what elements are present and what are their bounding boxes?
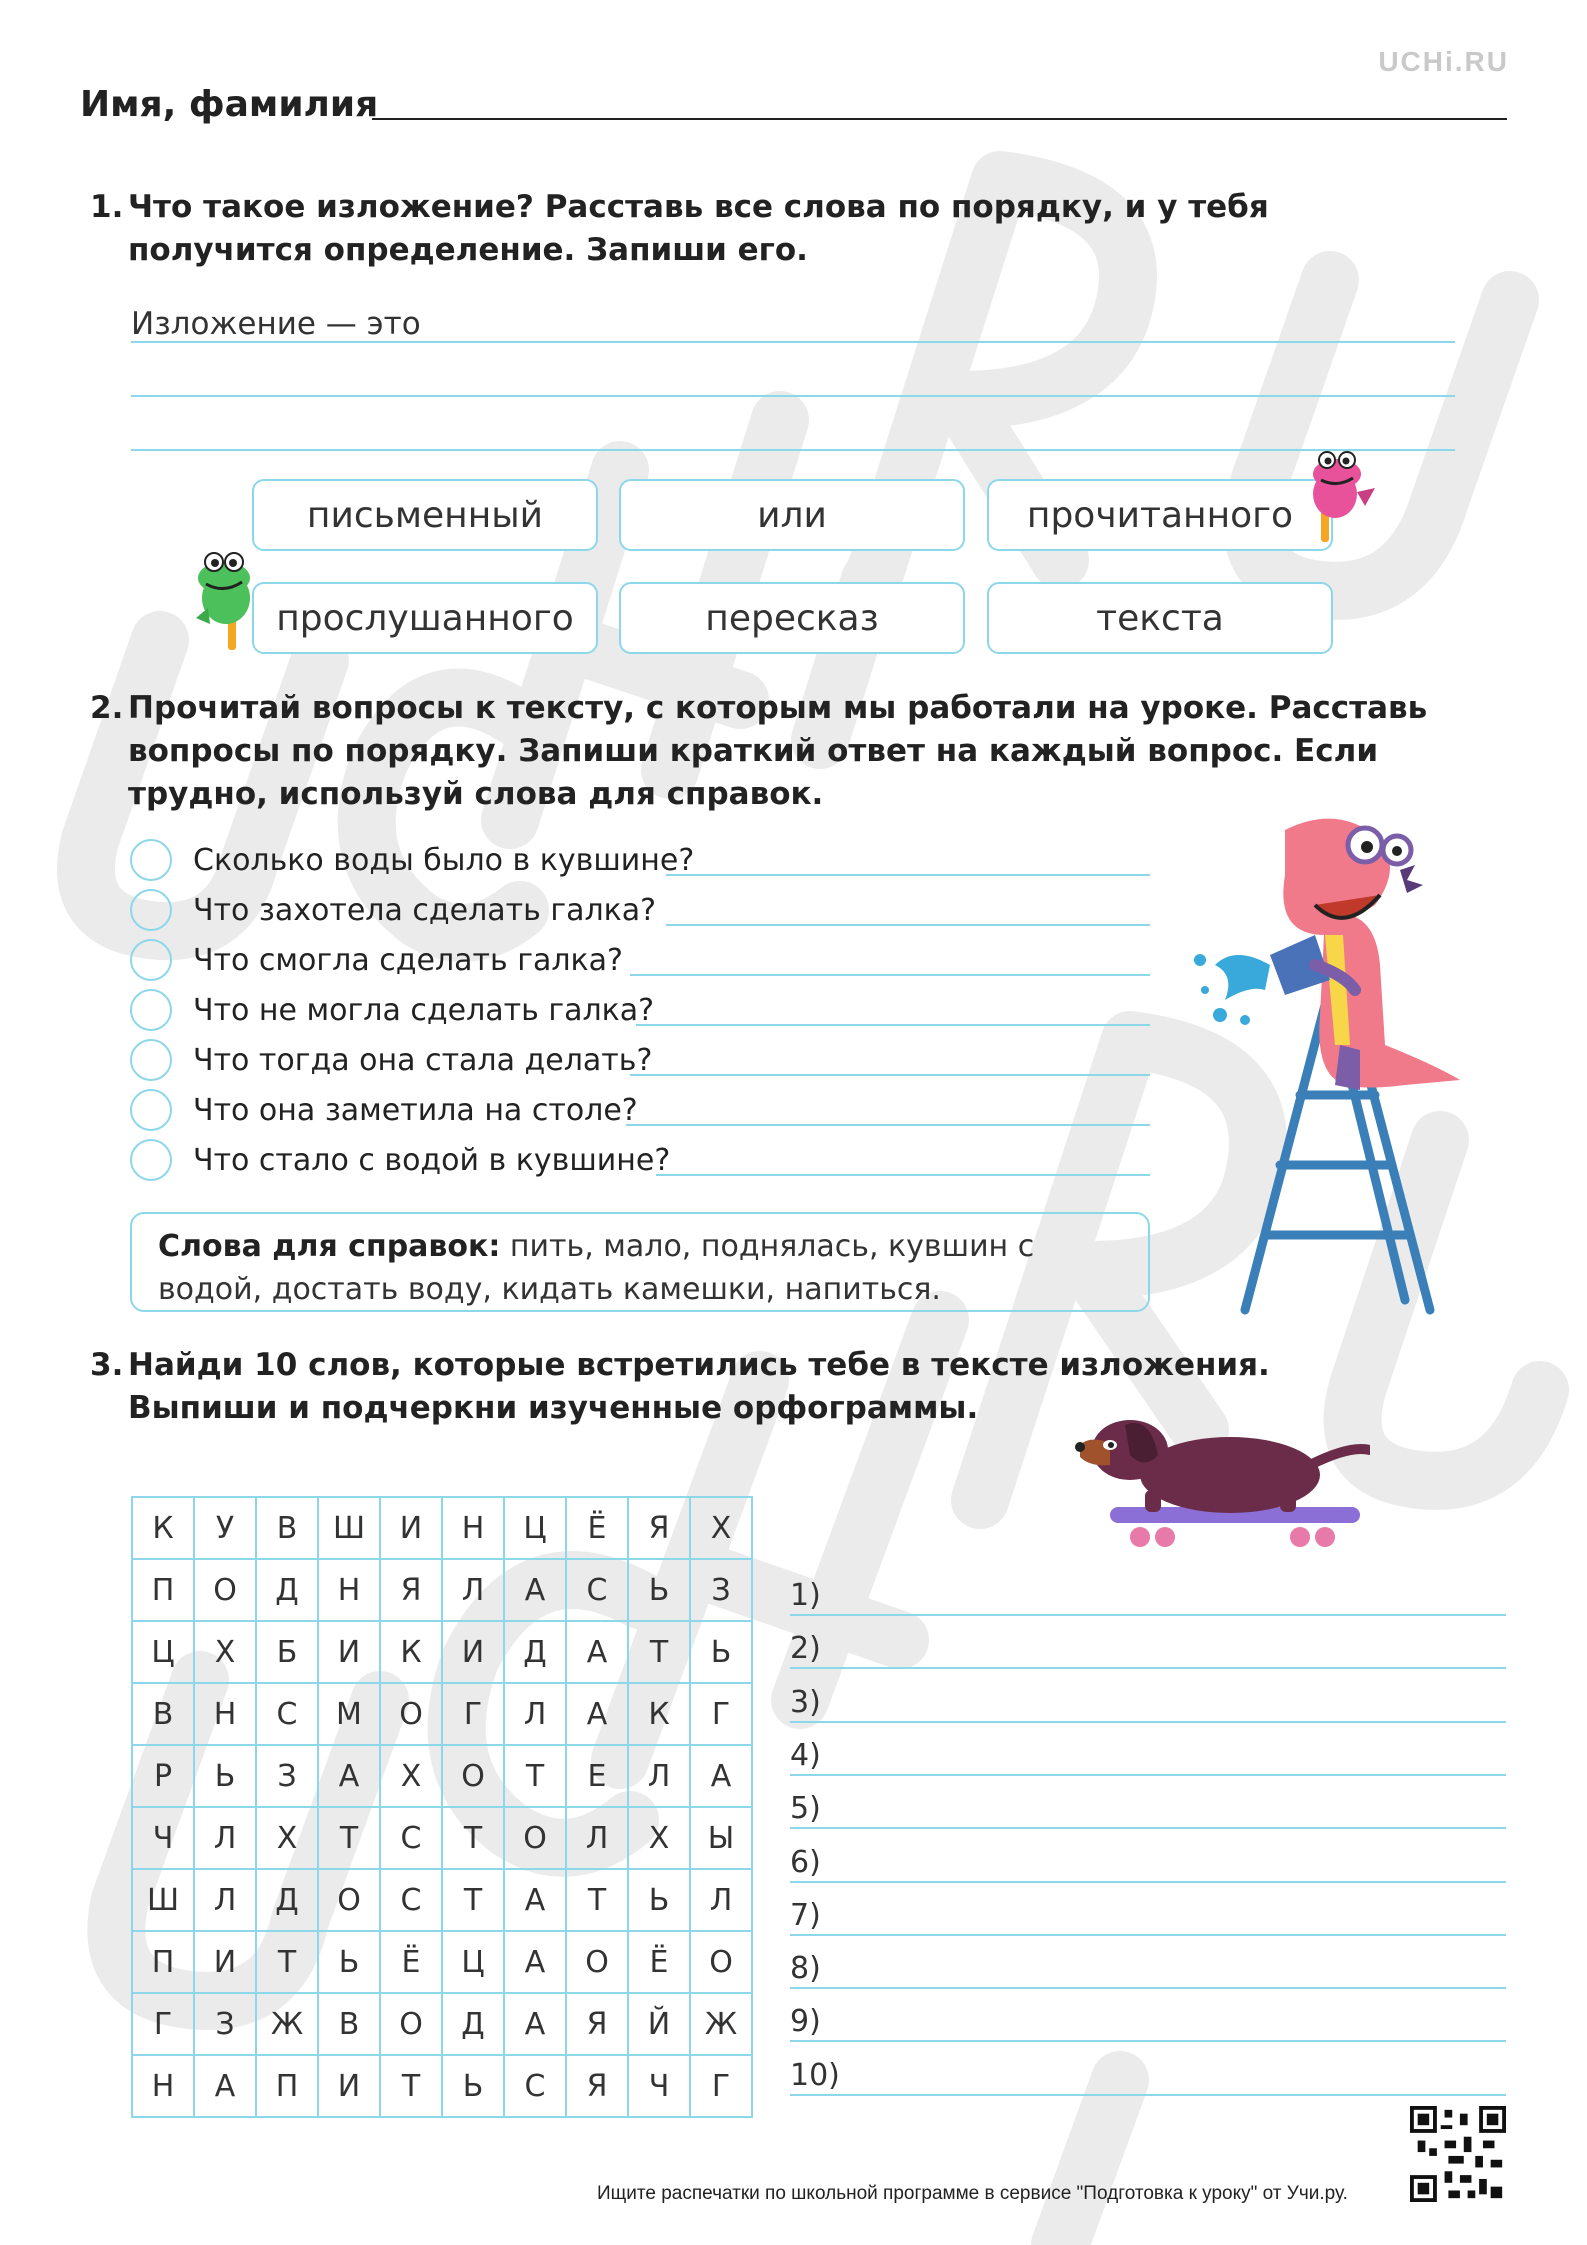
grid-cell[interactable]: Г	[132, 1993, 194, 2055]
grid-cell[interactable]: Г	[690, 2055, 752, 2117]
grid-cell[interactable]: К	[380, 1621, 442, 1683]
grid-cell[interactable]: А	[504, 1993, 566, 2055]
green-dino-illustration	[188, 548, 268, 652]
answer-number: 6)	[790, 1844, 821, 1880]
grid-cell[interactable]: Л	[628, 1745, 690, 1807]
task3-text: Найди 10 слов, которые встретились тебе в тексте изложения. Выпиши и подчеркни изученные орфограммы.	[128, 1347, 1270, 1426]
task2-text: Прочитай вопросы к тексту, с которым мы работали на уроке. Расставь вопросы по порядку. Запиши краткий ответ на каждый вопрос. Если трудно, используй слова для справок.	[128, 690, 1428, 812]
grid-cell[interactable]: В	[132, 1683, 194, 1745]
answer-line[interactable]	[790, 1667, 1506, 1669]
grid-cell[interactable]: Ш	[318, 1497, 380, 1559]
grid-cell[interactable]: Х	[380, 1745, 442, 1807]
grid-cell[interactable]: Н	[194, 1683, 256, 1745]
task2-heading	[90, 687, 1490, 816]
grid-cell[interactable]: Н	[318, 1559, 380, 1621]
grid-cell[interactable]: И	[442, 1621, 504, 1683]
grid-row	[132, 1683, 752, 1745]
answer-line[interactable]	[790, 1987, 1506, 1989]
word-card[interactable]: прочитанного	[987, 479, 1333, 551]
grid-cell[interactable]: Г	[690, 1683, 752, 1745]
answer-line[interactable]	[790, 2094, 1506, 2096]
question-text: Что захотела сделать галка?	[193, 893, 657, 928]
question-text: Что стало с водой в кувшине?	[193, 1143, 671, 1178]
grid-cell[interactable]: Л	[566, 1807, 628, 1869]
word-search-grid	[131, 1496, 753, 2118]
answer-line[interactable]	[666, 874, 1150, 876]
grid-row	[132, 1993, 752, 2055]
answer-number: 9)	[790, 2004, 821, 2040]
grid-cell[interactable]: О	[194, 1559, 256, 1621]
order-circle[interactable]	[130, 989, 172, 1031]
grid-cell[interactable]: Ь	[628, 1559, 690, 1621]
grid-cell[interactable]: А	[566, 1621, 628, 1683]
grid-cell[interactable]: Ц	[132, 1621, 194, 1683]
answer-line[interactable]	[790, 1881, 1506, 1883]
grid-cell[interactable]: А	[504, 1869, 566, 1931]
grid-cell[interactable]: Д	[442, 1993, 504, 2055]
definition-label: Изложение — это	[131, 306, 421, 342]
grid-cell[interactable]: З	[256, 1745, 318, 1807]
grid-cell[interactable]: Х	[690, 1497, 752, 1559]
pink-dino-illustration	[1305, 448, 1385, 544]
grid-cell[interactable]: Я	[566, 2055, 628, 2117]
grid-cell[interactable]: Х	[256, 1807, 318, 1869]
grid-cell[interactable]: С	[504, 2055, 566, 2117]
grid-row	[132, 1497, 752, 1559]
footer-text: Ищите распечатки по школьной программе в сервисе "Подготовка к уроку" от Учи.ру.	[597, 2183, 1348, 2204]
answer-number: 4)	[790, 1737, 821, 1773]
grid-cell[interactable]: А	[566, 1683, 628, 1745]
grid-row	[132, 2055, 752, 2117]
order-circle[interactable]	[130, 839, 172, 881]
grid-cell[interactable]: Т	[380, 2055, 442, 2117]
grid-cell[interactable]: Ь	[194, 1745, 256, 1807]
grid-cell[interactable]: И	[194, 1931, 256, 1993]
grid-cell[interactable]: У	[194, 1497, 256, 1559]
grid-cell[interactable]: Н	[442, 1497, 504, 1559]
answer-line[interactable]	[790, 1614, 1506, 1616]
grid-cell[interactable]: О	[690, 1931, 752, 1993]
grid-cell[interactable]: Х	[628, 1807, 690, 1869]
answer-line[interactable]	[630, 974, 1150, 976]
grid-cell[interactable]: С	[380, 1807, 442, 1869]
question-text: Что она заметила на столе?	[193, 1093, 638, 1128]
grid-cell[interactable]: Т	[442, 1869, 504, 1931]
grid-cell[interactable]: Ь	[318, 1931, 380, 1993]
grid-cell[interactable]: Л	[194, 1807, 256, 1869]
grid-cell[interactable]: Ь	[690, 1621, 752, 1683]
grid-cell[interactable]: Ц	[504, 1497, 566, 1559]
grid-cell[interactable]: Л	[690, 1869, 752, 1931]
grid-row	[132, 1931, 752, 1993]
hint-box	[130, 1212, 1150, 1312]
answer-line[interactable]	[790, 1721, 1506, 1723]
grid-cell[interactable]: Т	[504, 1745, 566, 1807]
word-card[interactable]: прослушанного	[252, 582, 598, 654]
grid-cell[interactable]: Ч	[132, 1807, 194, 1869]
grid-cell[interactable]: Е	[566, 1745, 628, 1807]
grid-cell[interactable]: Ч	[628, 2055, 690, 2117]
grid-cell[interactable]: А	[504, 1931, 566, 1993]
grid-cell[interactable]: В	[256, 1497, 318, 1559]
grid-cell[interactable]: А	[504, 1559, 566, 1621]
grid-cell[interactable]: Ж	[256, 1993, 318, 2055]
grid-cell[interactable]: И	[318, 2055, 380, 2117]
brand-logo: UCHi.RU	[1378, 46, 1509, 77]
answer-number: 8)	[790, 1951, 821, 1987]
answer-line[interactable]	[790, 1934, 1506, 1936]
task1-number: 1.	[90, 189, 124, 225]
grid-cell[interactable]: О	[442, 1745, 504, 1807]
answer-number: 5)	[790, 1791, 821, 1827]
word-card[interactable]: текста	[987, 582, 1333, 654]
grid-cell[interactable]: Ё	[380, 1931, 442, 1993]
answer-number: 7)	[790, 1897, 821, 1933]
grid-cell[interactable]: Т	[628, 1621, 690, 1683]
answer-line[interactable]	[636, 1024, 1150, 1026]
grid-cell[interactable]: О	[318, 1869, 380, 1931]
grid-cell[interactable]: Н	[132, 2055, 194, 2117]
grid-cell[interactable]: П	[132, 1559, 194, 1621]
task2-number: 2.	[90, 690, 124, 726]
grid-row	[132, 1745, 752, 1807]
grid-cell[interactable]: О	[566, 1931, 628, 1993]
task1-text: Что такое изложение? Расставь все слова по порядку, и у тебя получится определение. Запиши его.	[128, 189, 1269, 268]
grid-cell[interactable]: О	[504, 1807, 566, 1869]
grid-cell[interactable]: А	[318, 1745, 380, 1807]
grid-cell[interactable]: И	[380, 1497, 442, 1559]
answer-line[interactable]	[666, 924, 1150, 926]
answer-line[interactable]	[790, 1774, 1506, 1776]
grid-cell[interactable]: З	[690, 1559, 752, 1621]
grid-cell[interactable]: Т	[566, 1869, 628, 1931]
grid-cell[interactable]: Ц	[442, 1931, 504, 1993]
grid-row	[132, 1869, 752, 1931]
grid-cell[interactable]: А	[690, 1745, 752, 1807]
grid-cell[interactable]: Ы	[690, 1807, 752, 1869]
grid-cell[interactable]: Д	[256, 1559, 318, 1621]
grid-cell[interactable]: Т	[256, 1931, 318, 1993]
answer-number: 3)	[790, 1684, 821, 1720]
grid-cell[interactable]: С	[380, 1869, 442, 1931]
grid-cell[interactable]: А	[194, 2055, 256, 2117]
order-circle[interactable]	[130, 1139, 172, 1181]
grid-cell[interactable]: Р	[132, 1745, 194, 1807]
grid-cell[interactable]: Ь	[442, 2055, 504, 2117]
order-circle[interactable]	[130, 1089, 172, 1131]
grid-cell[interactable]: З	[194, 1993, 256, 2055]
question-text: Что тогда она стала делать?	[193, 1043, 653, 1078]
grid-cell[interactable]: Х	[194, 1621, 256, 1683]
answer-number: 2)	[790, 1631, 821, 1667]
word-card[interactable]: пересказ	[619, 582, 965, 654]
answer-line[interactable]	[790, 1827, 1506, 1829]
grid-cell[interactable]: Л	[504, 1683, 566, 1745]
grid-cell[interactable]: Ё	[628, 1931, 690, 1993]
dino-ladder-illustration	[1175, 815, 1475, 1315]
answer-line[interactable]	[630, 1074, 1150, 1076]
order-circle[interactable]	[130, 1039, 172, 1081]
grid-row	[132, 1621, 752, 1683]
name-line	[372, 118, 1507, 120]
word-card[interactable]: или	[619, 479, 965, 551]
answer-number: 10)	[790, 2057, 840, 2093]
grid-cell[interactable]: С	[566, 1559, 628, 1621]
grid-cell[interactable]: Й	[628, 1993, 690, 2055]
grid-cell[interactable]: Я	[380, 1559, 442, 1621]
grid-cell[interactable]: К	[628, 1683, 690, 1745]
answer-line[interactable]	[131, 395, 1455, 397]
order-circle[interactable]	[130, 939, 172, 981]
grid-cell[interactable]: Ш	[132, 1869, 194, 1931]
hint-text: пить, мало, поднялась, кувшин с водой, достать воду, кидать камешки, напиться.	[158, 1229, 1035, 1307]
answer-line[interactable]	[626, 1124, 1150, 1126]
grid-cell[interactable]: Ё	[566, 1497, 628, 1559]
grid-cell[interactable]: К	[132, 1497, 194, 1559]
grid-cell[interactable]: Я	[628, 1497, 690, 1559]
question-text: Сколько воды было в кувшине?	[193, 843, 695, 878]
answer-line[interactable]	[131, 341, 1455, 343]
grid-row	[132, 1807, 752, 1869]
order-circle[interactable]	[130, 889, 172, 931]
answer-number: 1)	[790, 1578, 821, 1613]
grid-cell[interactable]: В	[318, 1993, 380, 2055]
grid-cell[interactable]: О	[380, 1683, 442, 1745]
task1-heading	[90, 186, 1420, 272]
grid-cell[interactable]: Д	[256, 1869, 318, 1931]
grid-cell[interactable]: И	[318, 1621, 380, 1683]
name-label: Имя, фамилия	[80, 84, 379, 125]
grid-cell[interactable]: Т	[318, 1807, 380, 1869]
question-text: Что смогла сделать галка?	[193, 943, 623, 978]
word-card[interactable]: письменный	[252, 479, 598, 551]
qr-code-icon	[1410, 2106, 1506, 2202]
grid-row	[132, 1559, 752, 1621]
grid-cell[interactable]: Л	[194, 1869, 256, 1931]
task3-number: 3.	[90, 1347, 124, 1383]
grid-cell[interactable]: Д	[504, 1621, 566, 1683]
question-text: Что не могла сделать галка?	[193, 993, 655, 1028]
answer-line[interactable]	[790, 2040, 1506, 2042]
grid-cell[interactable]: Т	[442, 1807, 504, 1869]
grid-cell[interactable]: Я	[566, 1993, 628, 2055]
grid-cell[interactable]: Ь	[628, 1869, 690, 1931]
grid-cell[interactable]: П	[132, 1931, 194, 1993]
grid-cell[interactable]: О	[380, 1993, 442, 2055]
grid-cell[interactable]: Ж	[690, 1993, 752, 2055]
grid-cell[interactable]: Л	[442, 1559, 504, 1621]
dog-skateboard-illustration	[1070, 1395, 1370, 1555]
answer-line[interactable]	[656, 1174, 1150, 1176]
grid-cell[interactable]: С	[256, 1683, 318, 1745]
grid-cell[interactable]: П	[256, 2055, 318, 2117]
grid-cell[interactable]: Г	[442, 1683, 504, 1745]
answer-line[interactable]	[131, 449, 1455, 451]
grid-cell[interactable]: М	[318, 1683, 380, 1745]
grid-cell[interactable]: Б	[256, 1621, 318, 1683]
hint-title: Слова для справок:	[158, 1229, 501, 1264]
